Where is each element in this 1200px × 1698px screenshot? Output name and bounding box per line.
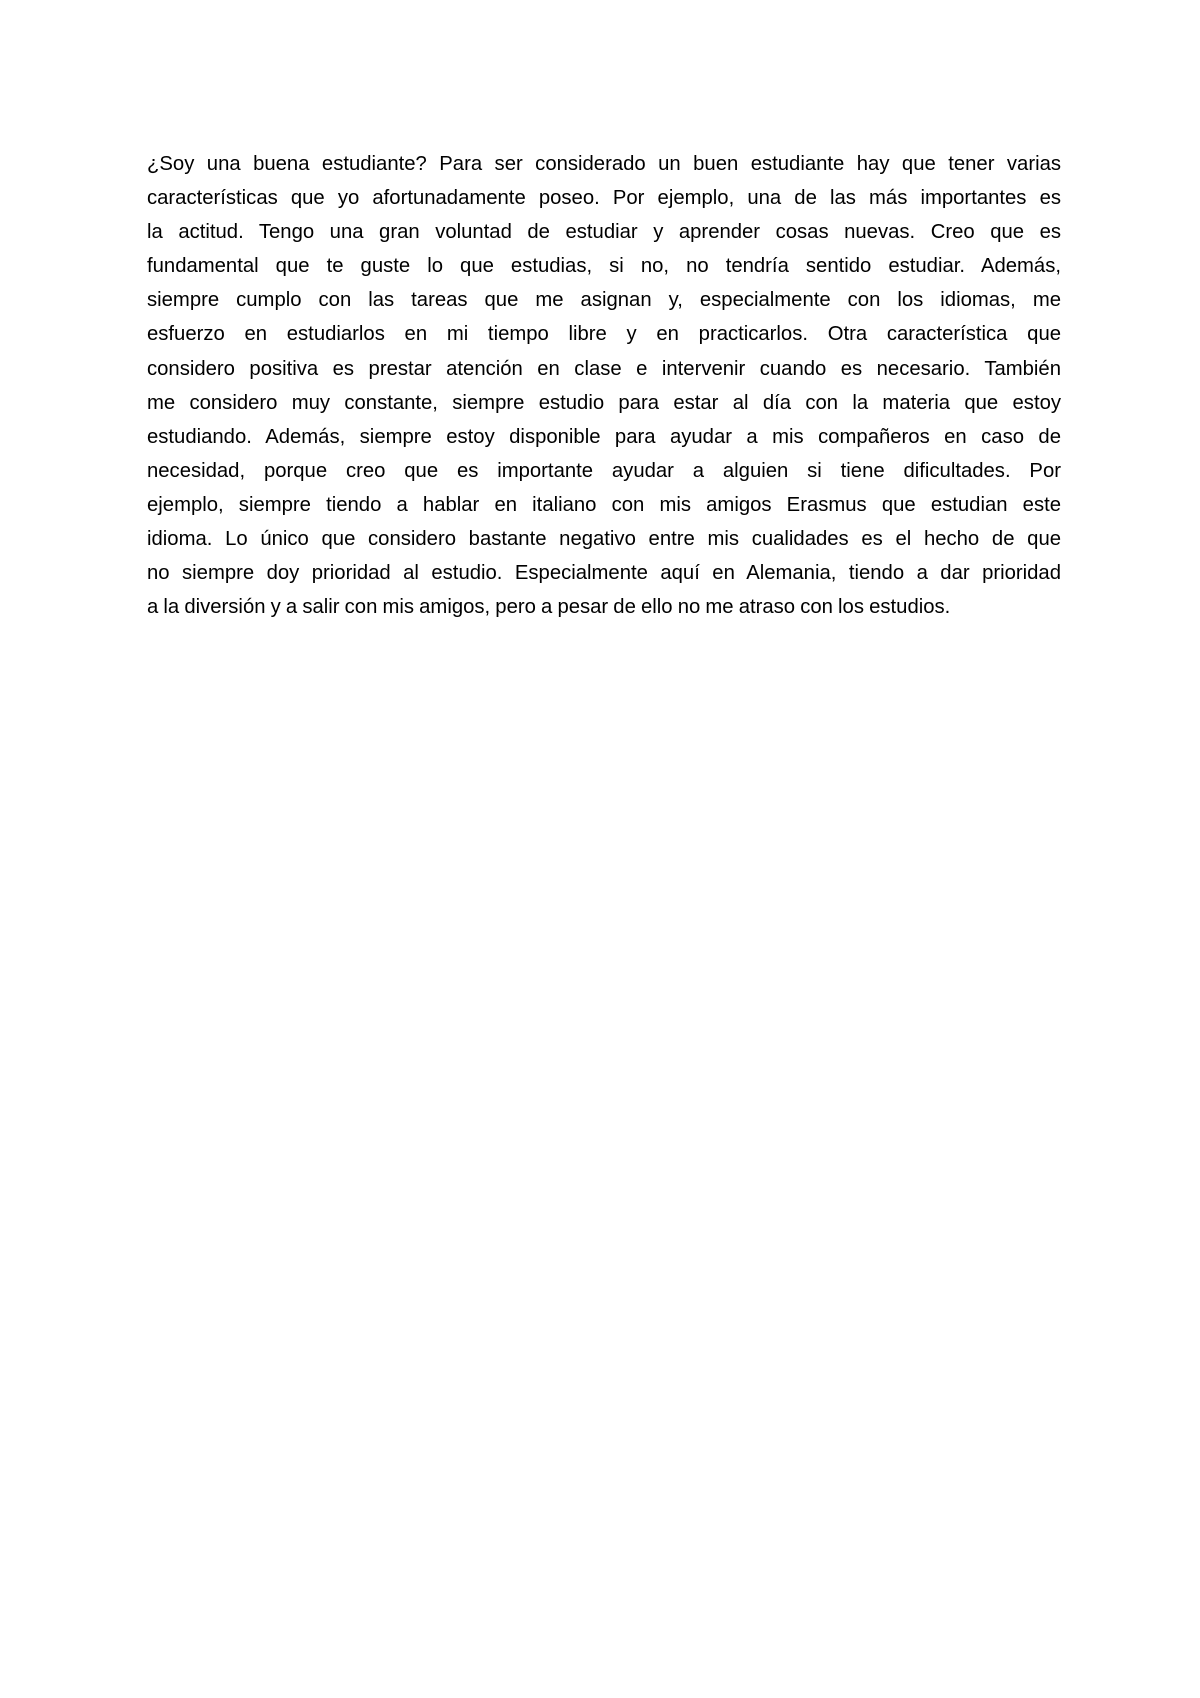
paragraph-line: estudiando. Además, siempre estoy disponible para ayudar a mis compañeros en caso de [147,425,1061,448]
paragraph-line: necesidad, porque creo que es importante ayudar a alguien si tiene dificultades. Por [147,459,1061,482]
paragraph-line: ejemplo, siempre tiendo a hablar en italiano con mis amigos Erasmus que estudian este [147,493,1061,516]
paragraph-line: características que yo afortunadamente poseo. Por ejemplo, una de las más importantes es [147,187,1061,210]
paragraph-line: ¿Soy una buena estudiante? Para ser considerado un buen estudiante hay que tener varias [147,153,1061,175]
paragraph-line: me considero muy constante, siempre estudio para estar al día con la materia que estoy [147,391,1061,414]
paragraph-line: siempre cumplo con las tareas que me asignan y, especialmente con los idiomas, me [147,289,1061,312]
paragraph-line: idioma. Lo único que considero bastante negativo entre mis cualidades es el hecho de que [147,528,1061,551]
paragraph-line: considero positiva es prestar atención en clase e intervenir cuando es necesario. También [147,357,1061,380]
paragraph-line: no siempre doy prioridad al estudio. Especialmente aquí en Alemania, tiendo a dar prioridad [147,562,1061,585]
paragraph-line: la actitud. Tengo una gran voluntad de estudiar y aprender cosas nuevas. Creo que es [147,221,1061,244]
paragraph-line: fundamental que te guste lo que estudias, si no, no tendría sentido estudiar. Además, [147,255,1061,278]
paragraph-line: esfuerzo en estudiarlos en mi tiempo libre y en practicarlos. Otra característica que [147,323,1061,346]
body-paragraph [147,147,1061,624]
paragraph-line: a la diversión y a salir con mis amigos, pero a pesar de ello no me atraso con los estudios. [147,596,951,619]
